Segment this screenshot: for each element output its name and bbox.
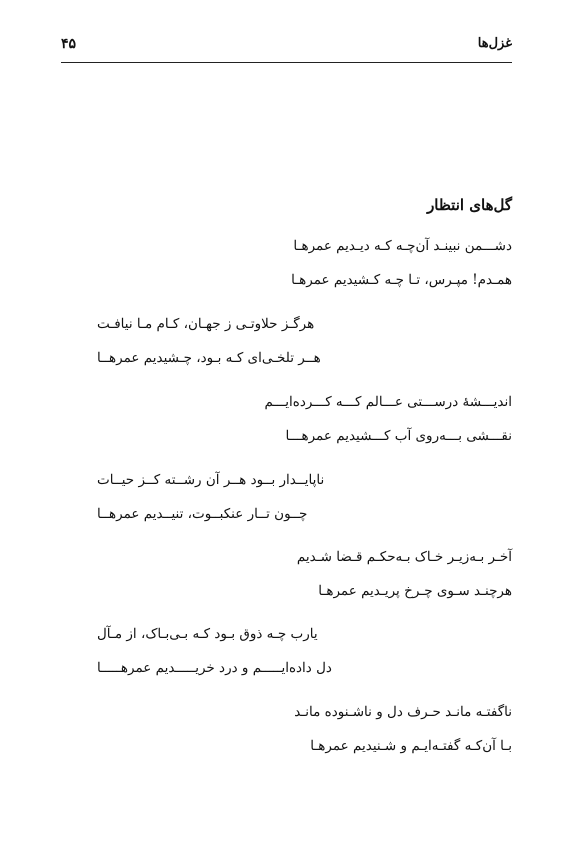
verse-line: ناگفتـه مانـد حـرف دل و ناشـنوده مانـد xyxy=(294,704,512,720)
verse-line: همـدم! مپـرس، تـا چـه کـشیدیم عمرهـا xyxy=(291,272,512,288)
verse-line: هــر تلخـی‌ای کـه بـود، چـشیدیم عمرهــا xyxy=(97,350,321,366)
verse-line: دشـــمن نبینـد آن‌چـه کـه دیـدیم عمرهـا xyxy=(293,238,512,254)
page-header xyxy=(61,32,512,63)
verse-line: آخـر بـه‌زیـر خـاک بـه‌حکـم قـضا شـدیم xyxy=(296,549,512,565)
verse-line: یارب چـه ذوق بـود کـه بـی‌بـاک، از مـآل xyxy=(97,626,318,642)
verse-line: هرگـز حلاوتـی ز جهـان، کـام مـا نیافـت xyxy=(97,316,315,332)
verse-line: دل داده‌ایـــــم و درد خریـــــدیم عمرهـــــا xyxy=(97,660,332,676)
verse-line: ناپایــدار بــود هــر آن رشــته کــز حیــات xyxy=(97,472,325,488)
verse-line: اندیـــشهٔ درســـتی عـــالم کـــه کـــرده‌ایـــم xyxy=(264,394,512,410)
verse-line: چــون تــار عنکبــوت، تنیــدیم عمرهــا xyxy=(97,506,308,522)
poem-title: گل‌های انتظار xyxy=(427,196,512,214)
running-title: غزل‌ها xyxy=(477,36,512,51)
verse-line: نقـــشی بـــه‌روی آب کـــشیدیم عمرهـــا xyxy=(285,428,512,444)
verse-line: بـا آن‌کـه گفتـه‌ایـم و شـنیدیم عمرهـا xyxy=(310,738,512,754)
verse-line: هرچنـد سـوی چـرخ پریـدیم عمرهـا xyxy=(318,583,512,599)
page-number: ۴۵ xyxy=(61,36,77,52)
